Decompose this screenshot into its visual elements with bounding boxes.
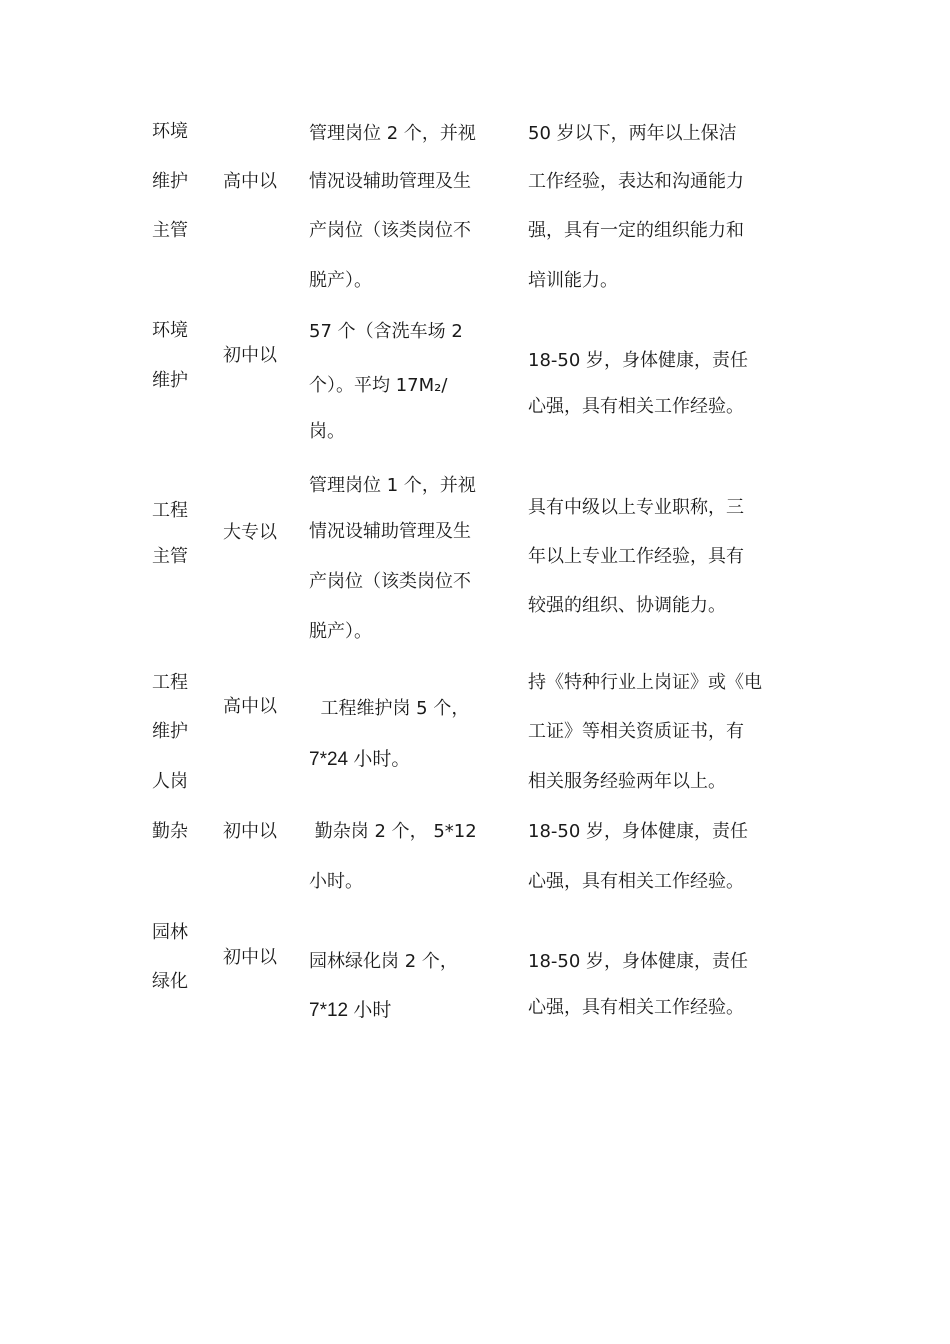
requirements-line: 18-50 岁，身体健康，责任 <box>528 951 749 972</box>
job-title-line: 主管 <box>152 220 188 241</box>
positions-line: 管理岗位 2 个，并视 <box>309 123 476 144</box>
requirements-line: 18-50 岁，身体健康，责任 <box>528 350 749 371</box>
job-title-line: 主管 <box>152 546 188 567</box>
education-text: 初中以 <box>223 345 277 366</box>
requirements-line: 50 岁以下，两年以上保洁 <box>528 123 737 144</box>
positions-line: 7*12 小时 <box>309 1000 392 1021</box>
requirements-line: 较强的组织、协调能力。 <box>528 595 726 616</box>
positions-line: 工程维护岗 5 个， <box>309 698 470 719</box>
positions-line: 园林绿化岗 2 个， <box>309 951 458 972</box>
education-text: 大专以 <box>223 522 277 543</box>
requirements-line: 工证》等相关资质证书，有 <box>528 721 744 742</box>
education-text: 高中以 <box>223 171 277 192</box>
requirements-line: 相关服务经验两年以上。 <box>528 771 726 792</box>
positions-line: 57 个（含洗车场 2 <box>309 321 463 342</box>
job-title-line: 环境 <box>152 320 188 341</box>
positions-line: 个）。平均 17M₂/ <box>309 375 448 396</box>
requirements-line: 具有中级以上专业职称，三 <box>528 497 744 518</box>
positions-line: 管理岗位 1 个，并视 <box>309 475 476 496</box>
job-title-line: 园林 <box>152 922 188 943</box>
requirements-line: 心强，具有相关工作经验。 <box>528 997 744 1018</box>
requirements-line: 心强，具有相关工作经验。 <box>528 871 744 892</box>
positions-line: 脱产）。 <box>309 270 372 291</box>
job-title-line: 绿化 <box>152 971 188 992</box>
job-title-line: 环境 <box>152 121 188 142</box>
requirements-line: 年以上专业工作经验，具有 <box>528 546 744 567</box>
positions-line: 岗。 <box>309 421 345 442</box>
requirements-line: 工作经验，表达和沟通能力 <box>528 171 744 192</box>
positions-line: 情况设辅助管理及生 <box>309 521 471 542</box>
job-title-line: 维护 <box>152 721 188 742</box>
job-title-line: 人岗 <box>152 771 188 792</box>
requirements-line: 培训能力。 <box>528 270 618 291</box>
positions-line: 产岗位（该类岗位不 <box>309 571 471 592</box>
requirements-line: 心强，具有相关工作经验。 <box>528 396 744 417</box>
positions-line: 脱产）。 <box>309 621 372 642</box>
requirements-line: 强，具有一定的组织能力和 <box>528 220 744 241</box>
positions-line: 产岗位（该类岗位不 <box>309 220 471 241</box>
education-text: 初中以 <box>223 947 277 968</box>
job-title-line: 工程 <box>152 672 188 693</box>
positions-line: 勤杂岗 2 个， 5*12 <box>309 821 477 842</box>
positions-line: 7*24 小时。 <box>309 749 411 770</box>
requirements-line: 18-50 岁，身体健康，责任 <box>528 821 749 842</box>
job-title-line: 工程 <box>152 500 188 521</box>
positions-line: 小时。 <box>309 871 363 892</box>
requirements-line: 持《特种行业上岗证》或《电 <box>528 672 762 693</box>
job-title-line: 维护 <box>152 370 188 391</box>
job-title-line: 维护 <box>152 171 188 192</box>
positions-line: 情况设辅助管理及生 <box>309 171 471 192</box>
education-text: 高中以 <box>223 696 277 717</box>
education-text: 初中以 <box>223 821 277 842</box>
job-title-line: 勤杂 <box>152 821 188 842</box>
